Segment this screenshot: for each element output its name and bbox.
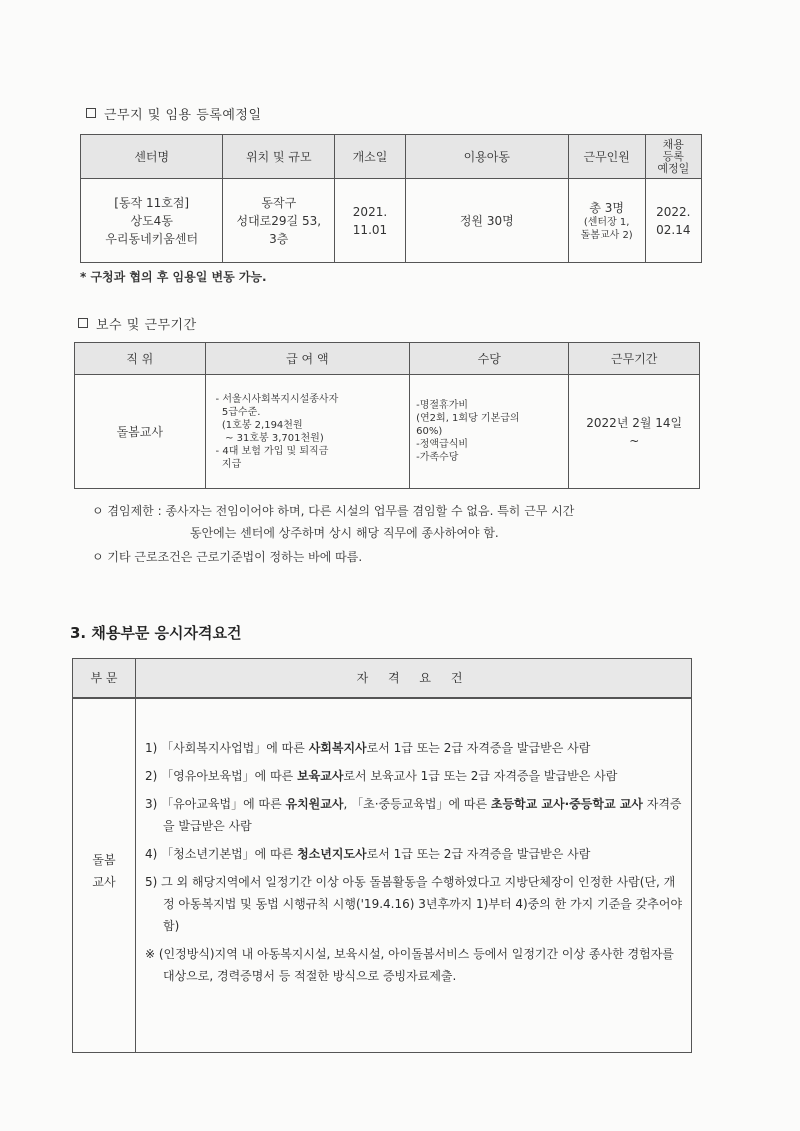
header-children: 이용아동 (405, 135, 568, 179)
header-period: 근무기간 (569, 343, 700, 375)
checkbox-square-icon (86, 108, 96, 118)
cell-salary: - 서울시사회복지시설종사자 5급수준. (1호봉 2,194천원 ~ 31호봉 3,701천원) - 4대 보험 가입 및 퇴직금 지급 (205, 375, 410, 489)
header-location: 위치 및 규모 (223, 135, 335, 179)
worksite-table (80, 134, 702, 263)
cell-location: 동작구 성대로29길 53, 3층 (223, 179, 335, 263)
requirement-item: 3) 「유아교육법」에 따른 유치원교사, 「초·중등교육법」에 따른 초등학교 교사·중등학교 교사 자격증을 발급받은 사람 (145, 797, 682, 833)
department-label: 돌봄 교사 (92, 853, 116, 889)
staff-detail: (센터장 1, 돌봄교사 2) (580, 217, 633, 241)
header-position: 직 위 (75, 343, 206, 375)
cell-period: 2022년 2월 14일 ~ (569, 375, 700, 489)
labor-conditions-note: ㅇ 기타 근로조건은 근로기준법이 정하는 바에 따름. (92, 550, 363, 564)
cell-center: [동작 11호점] 상도4동 우리동네키움센터 (81, 179, 223, 263)
staff-total: 총 3명 (589, 201, 624, 215)
cell-position: 돌봄교사 (75, 375, 206, 489)
requirements-list (145, 737, 683, 993)
qualifications-table (72, 658, 692, 1053)
header-staff: 근무인원 (568, 135, 645, 179)
column-divider (135, 699, 136, 1052)
pay-table (74, 342, 700, 489)
qualifications-header-row (73, 659, 691, 699)
concurrent-job-note-line2: 동안에는 센터에 상주하며 상시 해당 직무에 종사하여야 함. (190, 526, 499, 540)
concurrent-job-note (92, 500, 704, 522)
requirement-item: 1) 「사회복지사업법」에 따른 사회복지사로서 1급 또는 2급 자격증을 발급받은 사람 (145, 741, 591, 755)
requirement-item: 5) 그 외 해당지역에서 일정기간 이상 아동 돌봄활동을 수행하였다고 지방단체장이 인정한 사람(단, 개정 아동복지법 및 동법 시행규칙 시행('19.4.16) 3년후까지 1)부터 4)중의 한 가지 기준을 갖추어야 함) (145, 875, 683, 933)
cell-reg-date: 2022. 02.14 (645, 179, 701, 263)
cell-allowance: -명절휴가비 (연2회, 1회당 기본급의 60%) -정액급식비 -가족수당 (410, 375, 569, 489)
header-center-name: 센터명 (81, 135, 223, 179)
checkbox-square-icon (78, 318, 88, 328)
header-requirements: 자 격 요 건 (356, 671, 471, 685)
section2-heading (78, 314, 197, 333)
requirement-note: ※ (인정방식)지역 내 아동복지시설, 보육시설, 아이돌봄서비스 등에서 일정기간 이상 종사한 경험자를 대상으로, 경력증명서 등 적절한 방식으로 증빙자료제출. (145, 947, 674, 983)
header-reg-date: 채용 등록 예정일 (645, 135, 701, 179)
cell-children: 정원 30명 (405, 179, 568, 263)
header-salary: 급 여 액 (205, 343, 410, 375)
schedule-note: * 구청과 협의 후 임용일 변동 가능. (80, 270, 267, 284)
header-allowance: 수당 (410, 343, 569, 375)
concurrent-job-text: 종사자는 전임이어야 하며, 다른 시설의 업무를 겸임할 수 없음. 특히 근무 시간 (165, 504, 575, 518)
cell-opened: 2021. 11.01 (335, 179, 406, 263)
requirement-item: 4) 「청소년기본법」에 따른 청소년지도사로서 1급 또는 2급 자격증을 발급받은 사람 (145, 847, 591, 861)
section1-heading (86, 104, 262, 123)
header-opened: 개소일 (335, 135, 406, 179)
qualifications-heading: 3. 채용부문 응시자격요건 (70, 624, 242, 642)
section1-heading-text: 근무지 및 임용 등록예정일 (104, 108, 262, 123)
header-department: 부 문 (73, 659, 136, 697)
cell-staff (568, 179, 645, 263)
concurrent-job-label: ㅇ 겸임제한 : (92, 504, 166, 518)
section2-heading-text: 보수 및 근무기간 (96, 318, 197, 333)
requirement-item: 2) 「영유아보육법」에 따른 보육교사로서 보육교사 1급 또는 2급 자격증을 발급받은 사람 (145, 769, 618, 783)
